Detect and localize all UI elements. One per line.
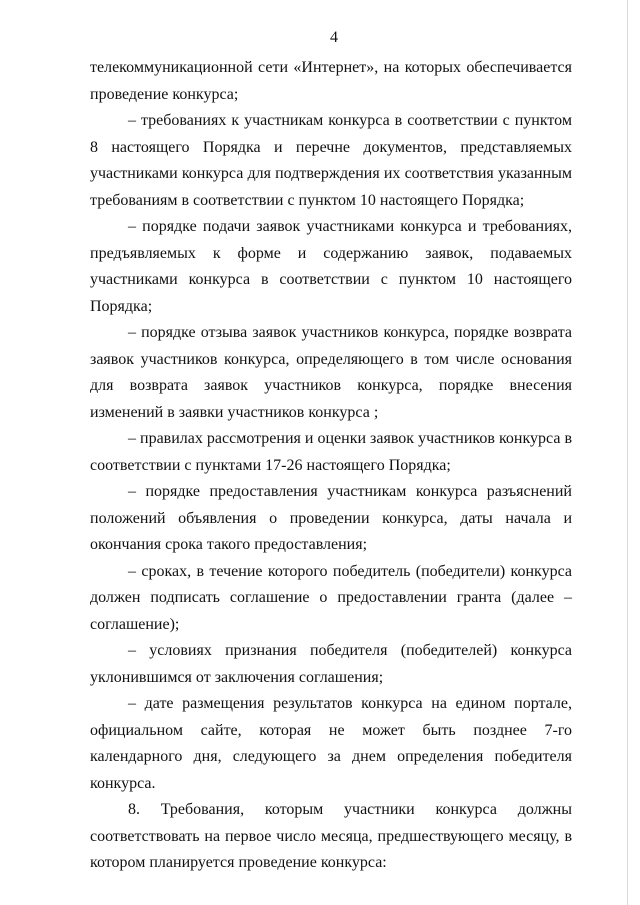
paragraph-item-application-withdrawal: – порядке отзыва заявок участников конкурса, порядке возврата заявок участников конкурса, определяющего в том числе основания для возврата заявок участников конкурса, порядке внесения изменений в заявки участников конкурса ; [90, 324, 572, 421]
paragraph-item-evasion-conditions: – условиях признания победителя (победителей) конкурса уклонившимся от заключения соглашения; [90, 642, 572, 686]
paragraph-item-application-submission: – порядке подачи заявок участниками конкурса и требованиях, предъявляемых к форме и содержанию заявок, подаваемых участниками конкурса в соответствии с пунктом 10 настоящего Порядка; [90, 218, 572, 315]
paragraph-item-participant-requirements: – требованиях к участникам конкурса в соответствии с пунктом 8 настоящего Порядка и перечне документов, представляемых участниками конкурса для подтверждения их соответствия указанным требованиям в соответствии с пунктом 10 настоящего Порядка; [90, 112, 572, 209]
document-body [90, 55, 572, 877]
page-number: 4 [330, 29, 338, 46]
paragraph-continuation: телекоммуникационной сети «Интернет», на которых обеспечивается проведение конкурса; [90, 59, 572, 103]
paragraph-item-clarifications: – порядке предоставления участникам конкурса разъяснений положений объявления о проведении конкурса, даты начала и окончания срока такого предоставления; [90, 483, 572, 553]
paragraph-item-results-date: – дате размещения результатов конкурса на едином портале, официальном сайте, которая не может быть позднее 7-го календарного дня, следующего за днем определения победителя конкурса. [90, 695, 572, 792]
page-edge-line [627, 0, 628, 905]
paragraph-item-signing-deadline: – сроках, в течение которого победитель (победители) конкурса должен подписать соглашение о предоставлении гранта (далее – соглашение); [90, 562, 572, 633]
paragraph-section-8: 8. Требования, которым участники конкурса должны соответствовать на первое число месяца, предшествующего месяцу, в котором планируется проведение конкурса: [90, 801, 572, 871]
paragraph-item-review-rules: – правилах рассмотрения и оценки заявок участников конкурса в соответствии с пунктами 17-26 настоящего Порядка; [90, 430, 572, 474]
